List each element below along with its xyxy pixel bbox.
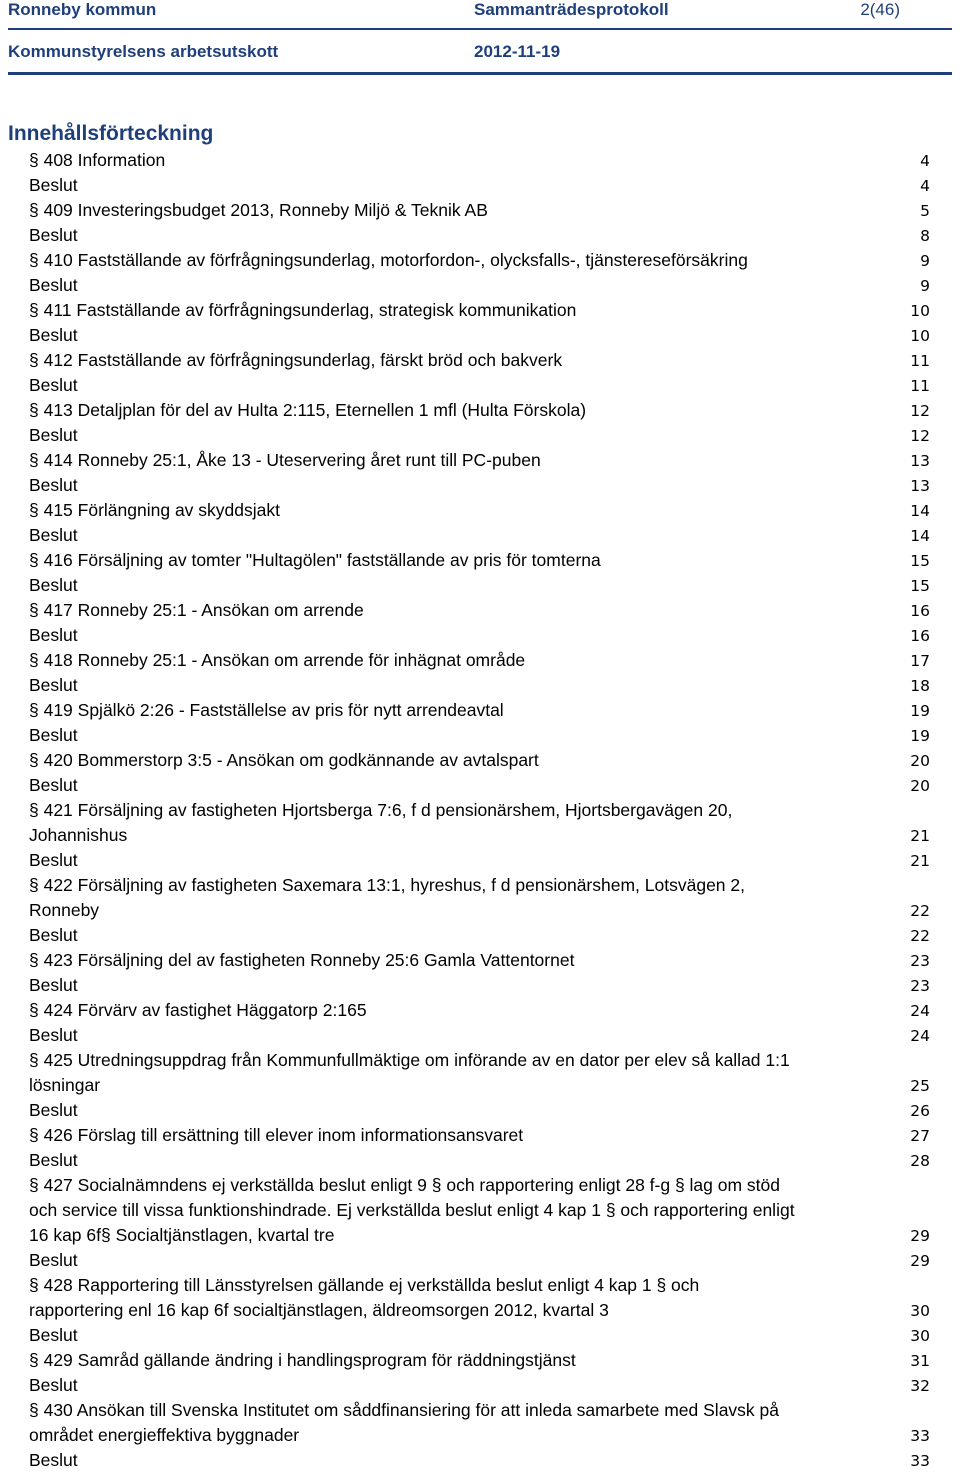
toc-entry-line[interactable]: [0, 1123, 960, 1148]
toc-entry-title-cont: Ronneby: [29, 900, 100, 920]
toc-entry-line[interactable]: [0, 448, 960, 473]
toc-page-number: 21: [910, 852, 930, 870]
beslut-label: Beslut: [29, 925, 78, 945]
toc-entry-line[interactable]: [0, 298, 960, 323]
toc-page-number: 29: [910, 1227, 930, 1245]
toc-entry-line[interactable]: [0, 1348, 960, 1373]
toc-page-number: 32: [910, 1377, 930, 1395]
beslut-label: Beslut: [29, 375, 78, 395]
toc-entry-title: § 429 Samråd gällande ändring i handlingsprogram för räddningstjänst: [29, 1350, 576, 1370]
toc-entry: [0, 748, 960, 798]
toc-beslut-line[interactable]: [0, 523, 960, 548]
toc-beslut-line[interactable]: [0, 373, 960, 398]
toc-entry: [0, 1273, 960, 1348]
toc-entry-title: § 422 Försäljning av fastigheten Saxemara 13:1, hyreshus, f d pensionärshem, Lotsvägen 2,: [29, 875, 745, 895]
beslut-label: Beslut: [29, 275, 78, 295]
toc-beslut-line[interactable]: [0, 923, 960, 948]
toc-page-number: 33: [910, 1452, 930, 1470]
toc-entry-line[interactable]: [0, 148, 960, 173]
toc-beslut-line[interactable]: [0, 623, 960, 648]
toc-entry-title-cont: rapportering enl 16 kap 6f socialtjänstlagen, äldreomsorgen 2012, kvartal 3: [29, 1300, 609, 1320]
toc-entry: [0, 498, 960, 548]
toc-entry-title: § 408 Information: [29, 150, 166, 170]
toc-entry-title: § 430 Ansökan till Svenska Institutet om såddfinansiering för att inleda samarbete med Slavsk på: [29, 1400, 780, 1420]
toc-entry: [0, 1348, 960, 1398]
toc-page-number: 15: [910, 552, 930, 570]
toc-page-number: 5: [920, 202, 930, 220]
toc-entry-line[interactable]: [0, 1298, 960, 1323]
toc-entry-title: § 412 Fastställande av förfrågningsunderlag, färskt bröd och bakverk: [29, 350, 563, 370]
toc-page-number: 10: [910, 302, 930, 320]
toc-beslut-line[interactable]: [0, 848, 960, 873]
beslut-label: Beslut: [29, 1450, 78, 1470]
toc-entry-title: § 410 Fastställande av förfrågningsunderlag, motorfordon-, olycksfalls-, tjänstereseförsäkring: [29, 250, 748, 270]
toc-entry-line[interactable]: [0, 873, 960, 898]
toc-page-number: 27: [910, 1127, 930, 1145]
toc-entry-title: § 420 Bommerstorp 3:5 - Ansökan om godkännande av avtalspart: [29, 750, 539, 770]
toc-page-number: 19: [910, 727, 930, 745]
toc-entry-line[interactable]: [0, 1223, 960, 1248]
toc-entry: [0, 348, 960, 398]
municipality-name: Ronneby kommun: [8, 0, 157, 19]
toc-beslut-line[interactable]: [0, 773, 960, 798]
toc-entry-line[interactable]: [0, 548, 960, 573]
toc-entry-title-cont: Johannishus: [29, 825, 128, 845]
toc-page-number: 22: [910, 902, 930, 920]
toc-page-number: 18: [910, 677, 930, 695]
page-indicator: 2(46): [860, 0, 900, 19]
toc-entry-line[interactable]: [0, 1173, 960, 1198]
toc-page-number: 15: [910, 577, 930, 595]
beslut-label: Beslut: [29, 1325, 78, 1345]
header-row-2: [8, 42, 950, 68]
toc-entry-line[interactable]: [0, 948, 960, 973]
toc-beslut-line[interactable]: [0, 973, 960, 998]
toc-entry-line[interactable]: [0, 1423, 960, 1448]
toc-page-number: 14: [910, 527, 930, 545]
beslut-label: Beslut: [29, 1100, 78, 1120]
toc-beslut-line[interactable]: [0, 223, 960, 248]
toc-entry: [0, 648, 960, 698]
beslut-label: Beslut: [29, 425, 78, 445]
toc-entry: [0, 398, 960, 448]
toc-page-number: 23: [910, 977, 930, 995]
toc-title: Innehållsförteckning: [8, 122, 214, 145]
toc-entry: [0, 448, 960, 498]
toc-entry-title-cont: området energieffektiva byggnader: [29, 1425, 300, 1445]
toc-entry-title: § 423 Försäljning del av fastigheten Ronneby 25:6 Gamla Vattentornet: [29, 950, 575, 970]
beslut-label: Beslut: [29, 475, 78, 495]
toc-page-number: 17: [910, 652, 930, 670]
toc-page-number: 26: [910, 1102, 930, 1120]
toc-entry-line[interactable]: [0, 748, 960, 773]
toc-entry: [0, 298, 960, 348]
toc-entry-line[interactable]: [0, 798, 960, 823]
toc-entry: [0, 798, 960, 873]
toc-page-number: 8: [920, 227, 930, 245]
toc-beslut-line[interactable]: [0, 1098, 960, 1123]
toc-page-number: 11: [910, 377, 930, 395]
toc-page-number: 30: [910, 1302, 930, 1320]
toc-entry-line[interactable]: [0, 648, 960, 673]
committee-name: Kommunstyrelsens arbetsutskott: [8, 42, 279, 61]
toc-entry-line[interactable]: [0, 598, 960, 623]
toc-page-number: 24: [910, 1002, 930, 1020]
toc-page-number: 4: [920, 177, 930, 195]
header-row-1: [8, 0, 950, 26]
toc-page-number: 13: [910, 477, 930, 495]
beslut-label: Beslut: [29, 850, 78, 870]
toc-beslut-line[interactable]: [0, 323, 960, 348]
toc-entry-title: § 415 Förlängning av skyddsjakt: [29, 500, 280, 520]
toc-entry-line[interactable]: [0, 898, 960, 923]
toc-beslut-line[interactable]: [0, 1448, 960, 1473]
beslut-label: Beslut: [29, 525, 78, 545]
toc-entry-title: § 428 Rapportering till Länsstyrelsen gällande ej verkställda beslut enligt 4 kap 1 § och: [29, 1275, 700, 1295]
toc-entry-title: § 421 Försäljning av fastigheten Hjortsberga 7:6, f d pensionärshem, Hjortsbergavägen 20,: [29, 800, 733, 820]
toc-entry-title: § 414 Ronneby 25:1, Åke 13 - Uteservering året runt till PC-puben: [29, 450, 541, 470]
toc-entry-title: § 417 Ronneby 25:1 - Ansökan om arrende: [29, 600, 364, 620]
toc-beslut-line[interactable]: [0, 1248, 960, 1273]
header-divider: [8, 28, 952, 30]
beslut-label: Beslut: [29, 1150, 78, 1170]
toc-page-number: 9: [920, 252, 930, 270]
toc-entry-line[interactable]: [0, 1048, 960, 1073]
toc-page-number: 30: [910, 1327, 930, 1345]
toc-entry: [0, 198, 960, 248]
toc-beslut-line[interactable]: [0, 473, 960, 498]
toc-entry-title: § 419 Spjälkö 2:26 - Fastställelse av pris för nytt arrendeavtal: [29, 700, 504, 720]
toc-entry-title: § 427 Socialnämndens ej verkställda beslut enligt 9 § och rapportering enligt 28 f-g § lag om stöd: [29, 1175, 781, 1195]
toc-page-number: 33: [910, 1427, 930, 1445]
toc-page-number: 28: [910, 1152, 930, 1170]
toc-page-number: 4: [920, 152, 930, 170]
toc-page-number: 23: [910, 952, 930, 970]
beslut-label: Beslut: [29, 725, 78, 745]
toc-entry: [0, 1048, 960, 1123]
toc-page-number: 11: [910, 352, 930, 370]
toc-entry-line[interactable]: [0, 1198, 960, 1223]
toc-page-number: 21: [910, 827, 930, 845]
toc-entry-title-cont: 16 kap 6f§ Socialtjänstlagen, kvartal tre: [29, 1225, 335, 1245]
toc-page-number: 20: [910, 752, 930, 770]
toc-entry: [0, 698, 960, 748]
toc-entry-title-cont: och service till vissa funktionshindrade. Ej verkställda beslut enligt 4 kap 1 § och rapportering enligt: [29, 1200, 795, 1220]
toc-entry-line[interactable]: [0, 1398, 960, 1423]
toc-page-number: 13: [910, 452, 930, 470]
toc-page-number: 12: [910, 402, 930, 420]
toc-page-number: 31: [910, 1352, 930, 1370]
toc-page-number: 19: [910, 702, 930, 720]
toc-page-number: 24: [910, 1027, 930, 1045]
toc-beslut-line[interactable]: [0, 1023, 960, 1048]
toc-entry-line[interactable]: [0, 823, 960, 848]
table-of-contents: [0, 148, 960, 1473]
toc-entry-line[interactable]: [0, 1073, 960, 1098]
toc-entry-line[interactable]: [0, 498, 960, 523]
toc-entry-title: § 425 Utredningsuppdrag från Kommunfullmäktige om införande av en dator per elev så kallad 1:1: [29, 1050, 790, 1070]
toc-entry: [0, 873, 960, 948]
toc-beslut-line[interactable]: [0, 423, 960, 448]
toc-page-number: 9: [920, 277, 930, 295]
toc-beslut-line[interactable]: [0, 173, 960, 198]
toc-beslut-line[interactable]: [0, 573, 960, 598]
toc-entry: [0, 1398, 960, 1473]
meeting-date: 2012-11-19: [474, 42, 561, 61]
beslut-label: Beslut: [29, 225, 78, 245]
beslut-label: Beslut: [29, 775, 78, 795]
toc-entry: [0, 948, 960, 998]
toc-entry-title: § 418 Ronneby 25:1 - Ansökan om arrende för inhägnat område: [29, 650, 526, 670]
toc-entry-title: § 409 Investeringsbudget 2013, Ronneby Miljö & Teknik AB: [29, 200, 488, 220]
toc-page-number: 16: [910, 627, 930, 645]
toc-entry: [0, 548, 960, 598]
beslut-label: Beslut: [29, 575, 78, 595]
toc-page-number: 20: [910, 777, 930, 795]
toc-entry-title: § 416 Försäljning av tomter "Hultagölen" fastställande av pris för tomterna: [29, 550, 601, 570]
beslut-label: Beslut: [29, 1375, 78, 1395]
toc-entry: [0, 248, 960, 298]
beslut-label: Beslut: [29, 675, 78, 695]
toc-entry-line[interactable]: [0, 198, 960, 223]
beslut-label: Beslut: [29, 325, 78, 345]
toc-entry: [0, 148, 960, 198]
toc-entry-title: § 424 Förvärv av fastighet Häggatorp 2:165: [29, 1000, 367, 1020]
toc-entry-title-cont: lösningar: [29, 1075, 101, 1095]
toc-page-number: 29: [910, 1252, 930, 1270]
toc-page-number: 16: [910, 602, 930, 620]
header-divider-2: [8, 72, 952, 75]
beslut-label: Beslut: [29, 625, 78, 645]
document-type: Sammanträdesprotokoll: [474, 0, 669, 19]
toc-entry-title: § 426 Förslag till ersättning till elever inom informationsansvaret: [29, 1125, 524, 1145]
toc-entry-line[interactable]: [0, 998, 960, 1023]
toc-entry-title: § 411 Fastställande av förfrågningsunderlag, strategisk kommunikation: [29, 300, 577, 320]
toc-entry-line[interactable]: [0, 398, 960, 423]
toc-entry: [0, 1123, 960, 1173]
toc-entry-line[interactable]: [0, 248, 960, 273]
toc-entry: [0, 598, 960, 648]
toc-entry-title: § 413 Detaljplan för del av Hulta 2:115, Eternellen 1 mfl (Hulta Förskola): [29, 400, 587, 420]
beslut-label: Beslut: [29, 1250, 78, 1270]
toc-beslut-line[interactable]: [0, 273, 960, 298]
beslut-label: Beslut: [29, 1025, 78, 1045]
beslut-label: Beslut: [29, 975, 78, 995]
toc-beslut-line[interactable]: [0, 673, 960, 698]
toc-entry-line[interactable]: [0, 698, 960, 723]
toc-entry: [0, 998, 960, 1048]
toc-page-number: 12: [910, 427, 930, 445]
toc-page-number: 25: [910, 1077, 930, 1095]
toc-beslut-line[interactable]: [0, 1323, 960, 1348]
toc-beslut-line[interactable]: [0, 1373, 960, 1398]
toc-entry: [0, 1173, 960, 1273]
toc-page-number: 22: [910, 927, 930, 945]
toc-entry-line[interactable]: [0, 1273, 960, 1298]
toc-page-number: 10: [910, 327, 930, 345]
toc-page-number: 14: [910, 502, 930, 520]
toc-entry-line[interactable]: [0, 348, 960, 373]
toc-beslut-line[interactable]: [0, 723, 960, 748]
beslut-label: Beslut: [29, 175, 78, 195]
toc-beslut-line[interactable]: [0, 1148, 960, 1173]
